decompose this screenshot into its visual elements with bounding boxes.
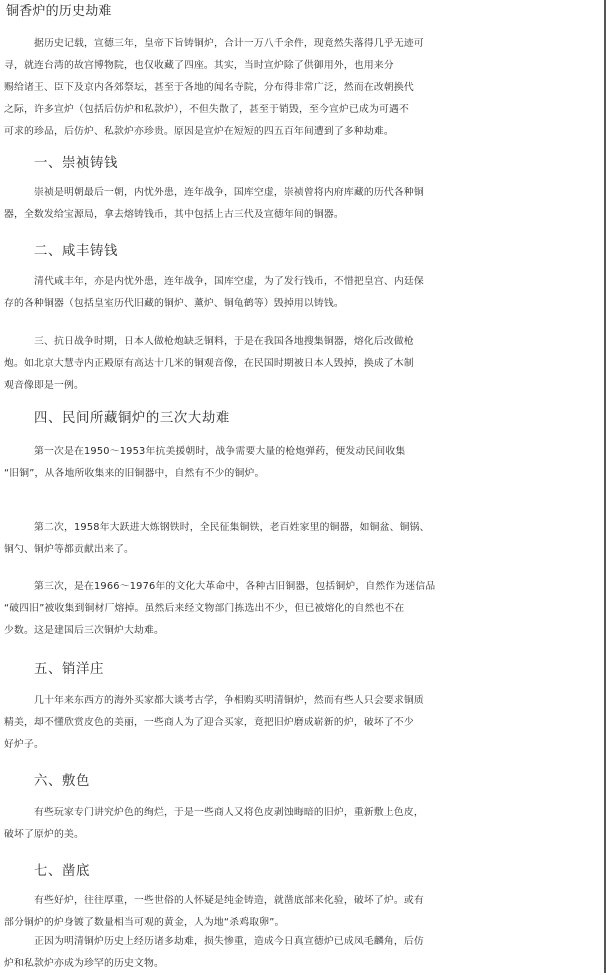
section-heading: 一、崇祯铸钱 xyxy=(34,156,118,171)
section-paragraph xyxy=(0,690,606,756)
paragraph-line: 据历史记载，宣德三年，皇帝下旨铸铜炉，合计一万八千余件，现竟然失落得几乎无迹可 xyxy=(34,38,424,49)
section-paragraph xyxy=(0,517,606,561)
paragraph-line: 三、抗日战争时期，日本人做枪炮缺乏铜料，于是在我国各地搜集铜器，熔化后改做枪 xyxy=(34,336,414,347)
intro-paragraph xyxy=(0,33,606,143)
section-heading: 六、敷色 xyxy=(34,774,90,789)
section-heading: 七、凿底 xyxy=(34,864,90,879)
section-paragraph xyxy=(0,802,606,846)
conclusion-paragraph xyxy=(0,931,606,975)
paragraph-line: 第三次，是在1966～1976年的文化大革命中，各种古旧铜器，包括铜炉，自然作为迷信品 xyxy=(34,581,436,592)
paragraph-line: 清代咸丰年，亦是内忧外患，连年战争，国库空虚，为了发行钱币，不惜把皇宫、内廷保 xyxy=(34,276,424,287)
section-paragraph xyxy=(0,271,606,315)
paragraph-line: 崇祯是明朝最后一朝，内忧外患，连年战争，国库空虚，崇祯曾将内府库藏的历代各种铜 xyxy=(34,187,424,198)
paragraph-line: “旧铜”，从各地所收集来的旧铜器中，自然有不少的铜炉。 xyxy=(4,468,265,479)
section-paragraph xyxy=(0,441,606,485)
paragraph-line: 器，全数发给宝源局，拿去熔铸钱币，其中包括上古三代及宣德年间的铜器。 xyxy=(4,209,344,220)
paragraph-line: 几十年来东西方的海外买家都大谈考古学，争相购买明清铜炉，然而有些人只会要求铜质 xyxy=(34,695,424,706)
paragraph-line: 赐给诸王、臣下及京内各郊祭坛，甚至于各地的闻名寺院，分布得非常广泛，然而在改朝换代 xyxy=(4,82,414,93)
paragraph-line: 好炉子。 xyxy=(4,739,44,750)
section-paragraph xyxy=(0,890,606,934)
paragraph-line: 之际，许多宣炉（包括后仿炉和私款炉），不但失散了，甚至于销毁，至今宣炉已成为可遇不 xyxy=(4,104,409,115)
paragraph-line: 精美，却不懂欣赏皮色的美丽，一些商人为了迎合买家，竟把旧炉磨成崭新的炉，破坏了不少 xyxy=(4,717,414,728)
paragraph-line: “破四旧”被收集到铜材厂熔掉。虽然后来经文物部门拣选出不少，但已被熔化的自然也不在 xyxy=(4,603,405,614)
paragraph-line: 炮。如北京大慧寺内正殿原有高达十几米的铜观音像，在民国时期被日本人毁掉，换成了木制 xyxy=(4,358,414,369)
paragraph-line: 少数。这是建国后三次铜炉大劫难。 xyxy=(4,625,164,636)
paragraph-line: 第一次是在1950～1953年抗美援朝时，战争需要大量的枪炮弹药，便发动民间收集 xyxy=(34,446,406,457)
section-heading: 四、民间所藏铜炉的三次大劫难 xyxy=(34,411,230,426)
paragraph-line: 部分铜炉的炉身镀了数量相当可观的黄金，人为地“杀鸡取卵”。 xyxy=(4,917,285,928)
paragraph-line: 观音像即是一例。 xyxy=(4,380,84,391)
paragraph-line: 第二次，1958年大跃进大炼钢铁时，全民征集铜铁，老百姓家里的铜器，如铜盆、铜锅、 xyxy=(34,522,430,533)
section-paragraph xyxy=(0,331,606,397)
paragraph-line: 寻，就连台湾的故宫博物院，也仅收藏了四座。其实，当时宣炉除了供御用外，也用来分 xyxy=(4,60,394,71)
paragraph-line: 正因为明清铜炉历史上经历诸多劫难，损失惨重，造成今日真宣德炉已成凤毛麟角，后仿 xyxy=(34,936,424,947)
paragraph-line: 炉和私款炉亦成为珍罕的历史文物。 xyxy=(4,958,164,969)
section-paragraph xyxy=(0,182,606,226)
paragraph-line: 有些好炉，往往厚重，一些世俗的人怀疑是纯金铸造，就凿底部来化验，破坏了炉。或有 xyxy=(34,895,424,906)
paragraph-line: 可求的珍品，后仿炉、私款炉亦珍贵。原因是宣炉在短短的四五百年间遭到了多种劫难。 xyxy=(4,126,394,137)
section-heading: 五、销洋庄 xyxy=(34,662,104,677)
section-paragraph xyxy=(0,576,606,642)
paragraph-line: 破坏了原炉的美。 xyxy=(4,829,84,840)
paragraph-line: 铜勺、铜炉等都贡献出来了。 xyxy=(4,544,134,555)
document-title: 铜香炉的历史劫难 xyxy=(6,4,112,19)
paragraph-line: 存的各种铜器（包括皇室历代旧藏的铜炉、薰炉、铜龟鹤等）毁掉用以铸钱。 xyxy=(4,298,344,309)
paragraph-line: 有些玩家专门讲究炉色的绚烂，于是一些商人又将色皮剥蚀晦暗的旧炉，重新敷上色皮， xyxy=(34,807,424,818)
section-heading: 二、咸丰铸钱 xyxy=(34,244,118,259)
